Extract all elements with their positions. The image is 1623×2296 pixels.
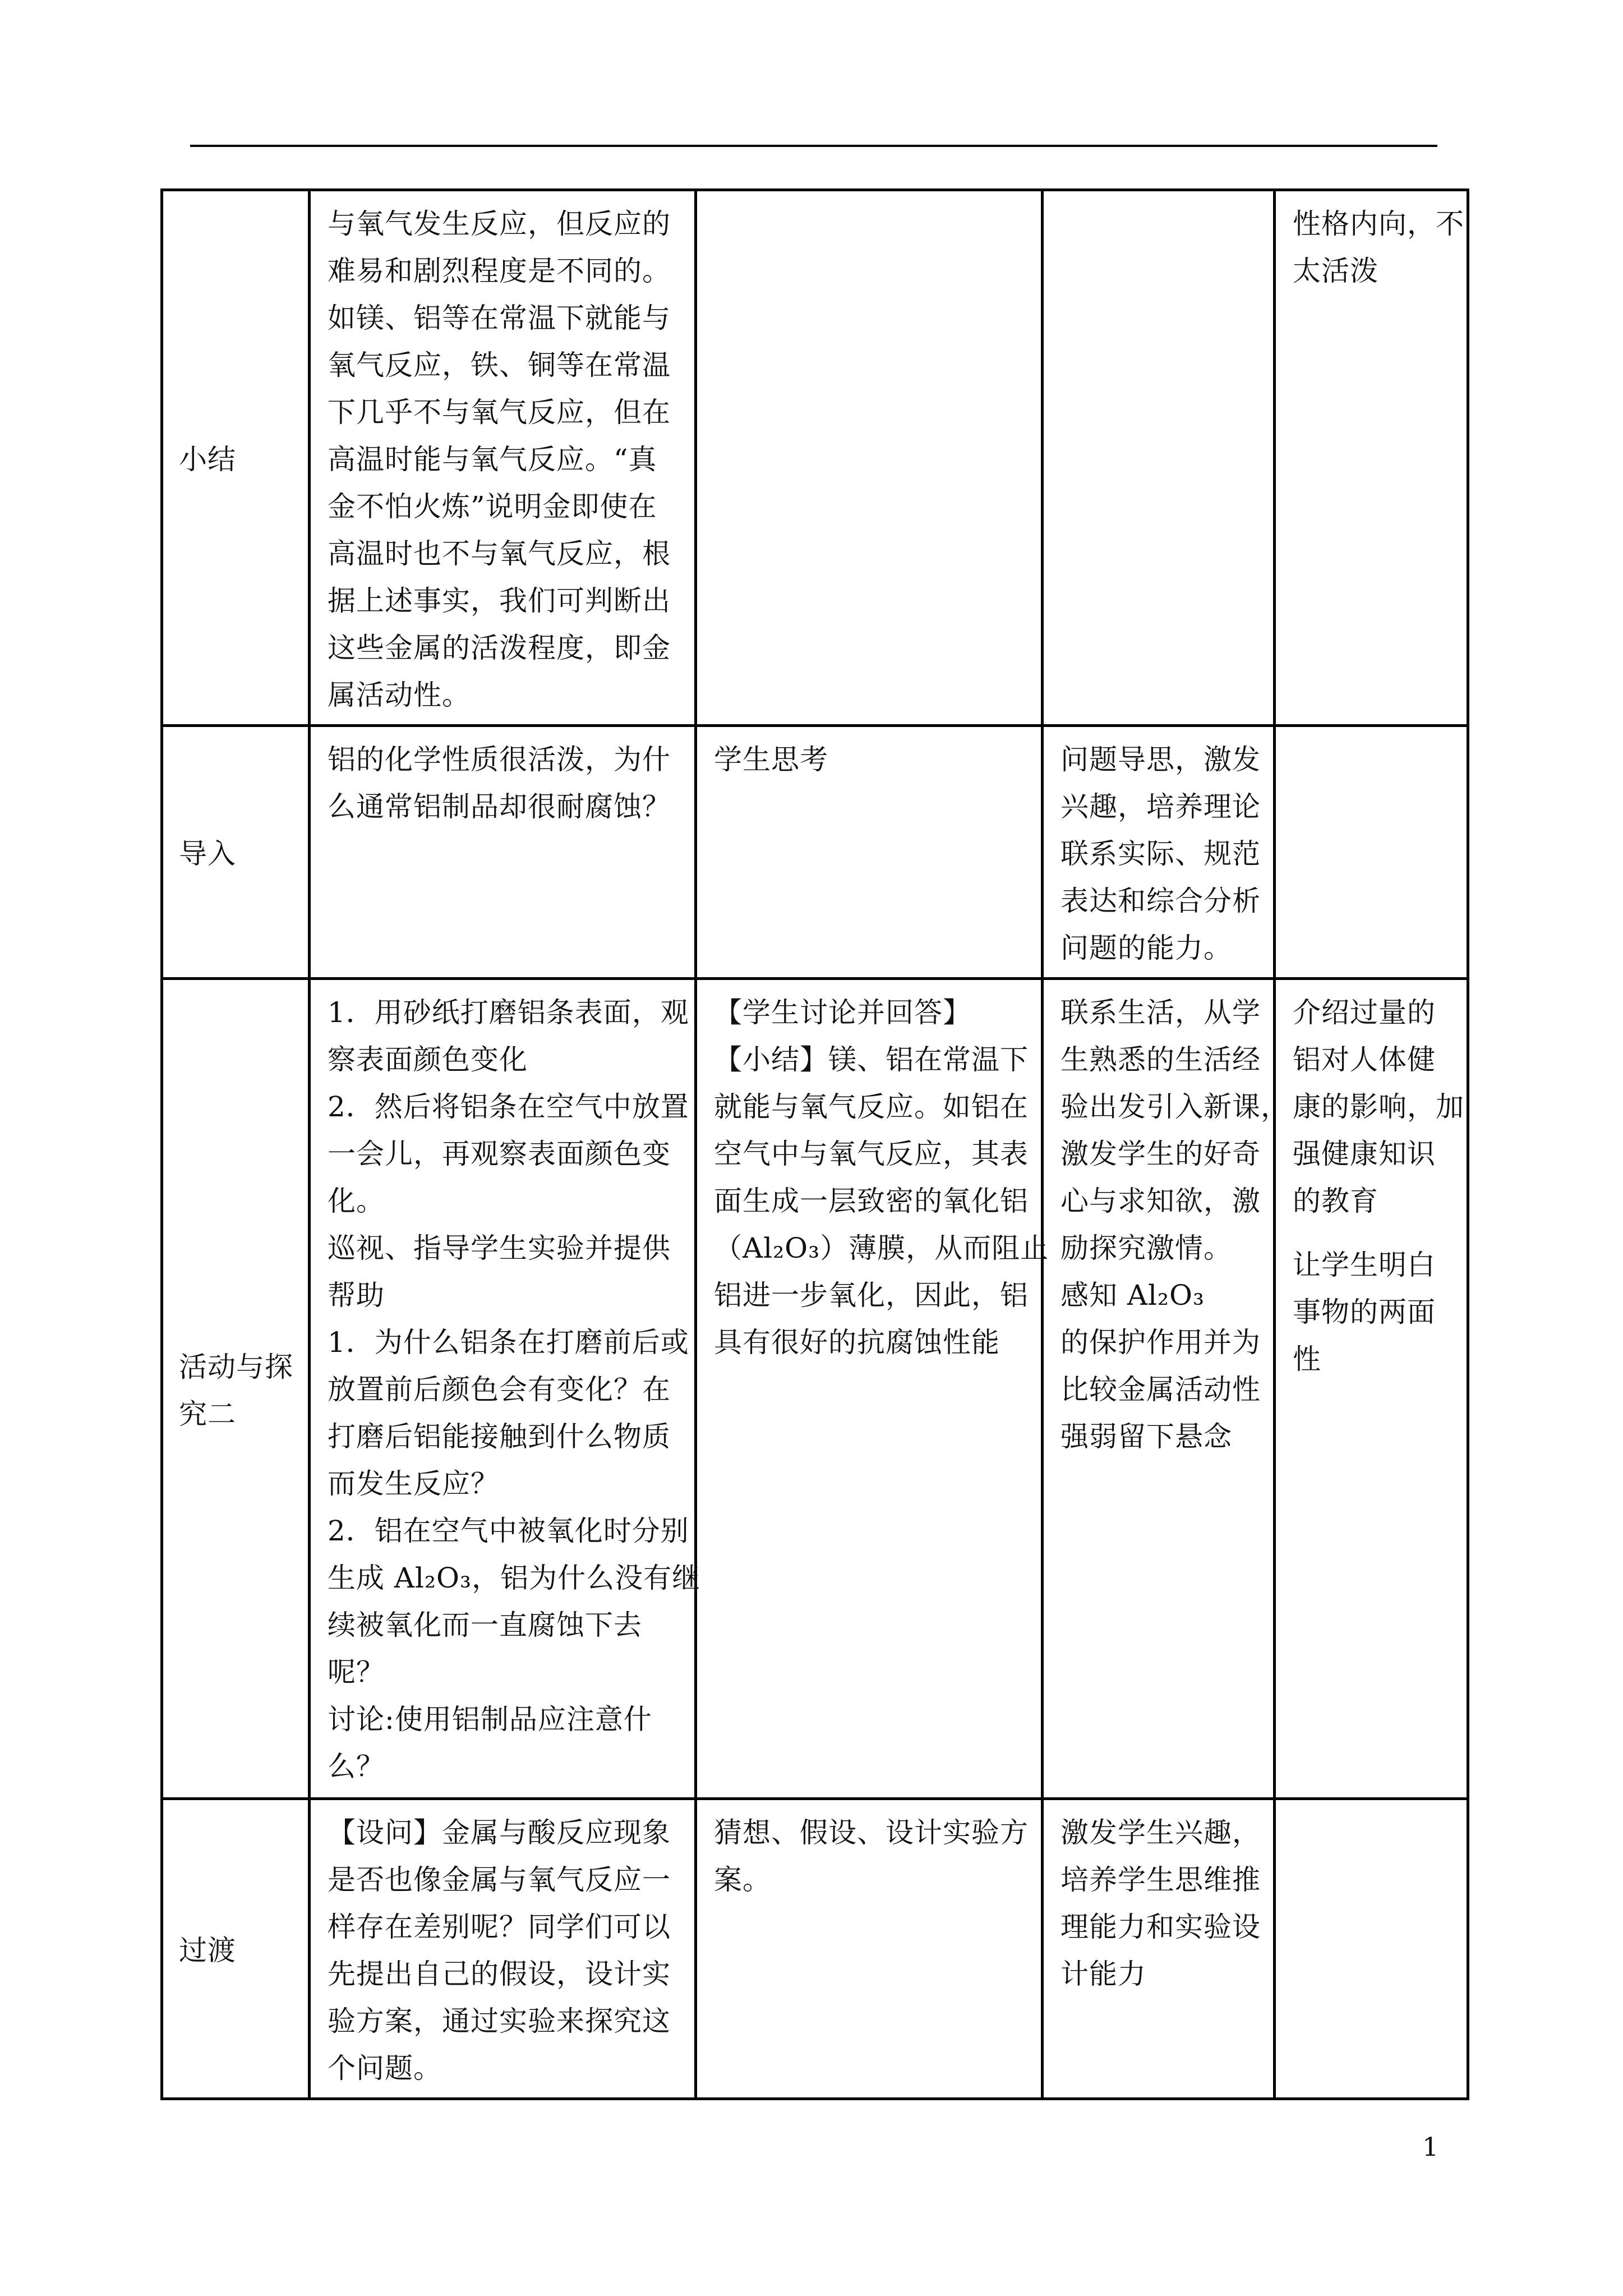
- text-line: 联系实际、规范: [1061, 838, 1261, 870]
- spacer: [1293, 1225, 1454, 1241]
- text-line: 一会儿，再观察表面颜色变: [328, 1138, 671, 1170]
- text-line: 生成 Al₂O₃，铝为什么没有继: [328, 1562, 701, 1594]
- text-line: 高温时也不与氧气反应，根: [328, 537, 671, 570]
- note-cell: [1275, 979, 1468, 1799]
- text-line: 的保护作用并为: [1061, 1326, 1261, 1359]
- text-line: 太活泼: [1293, 255, 1378, 287]
- text-line: 氧气反应，铁、铜等在常温: [328, 349, 671, 381]
- stage-cell: [162, 1799, 310, 2099]
- student-activity-cell: [696, 190, 1043, 726]
- text-line: 【设问】金属与酸反应现象: [328, 1816, 671, 1849]
- student-activity-cell: [696, 1799, 1043, 2099]
- text-line: 续被氧化而一直腐蚀下去: [328, 1609, 642, 1641]
- stage-label: 小结: [179, 443, 236, 476]
- text-line: 理能力和实验设: [1061, 1911, 1261, 1943]
- text-line: 性格内向，不: [1293, 208, 1464, 240]
- lesson-plan-table: [160, 188, 1469, 2100]
- teacher-activity-cell: [310, 979, 701, 1799]
- text-line: 具有很好的抗腐蚀性能: [714, 1326, 1000, 1359]
- text-line: 【学生讨论并回答】: [714, 996, 971, 1029]
- text-line: 铝的化学性质很活泼，为什: [328, 743, 671, 776]
- text-line: 问题导思，激发: [1061, 743, 1261, 776]
- text-line: 的教育: [1293, 1185, 1378, 1217]
- text-line: 励探究激情。: [1061, 1232, 1232, 1264]
- text-line: 强弱留下悬念: [1061, 1420, 1232, 1453]
- text-line: 下几乎不与氧气反应，但在: [328, 396, 671, 429]
- text-line: 猜想、假设、设计实验方: [714, 1816, 1029, 1849]
- text-line: 学生思考: [714, 743, 828, 776]
- stage-cell: [162, 726, 310, 979]
- text-line: 打磨后铝能接触到什么物质: [328, 1420, 671, 1453]
- student-activity-cell: [696, 979, 1049, 1799]
- text-line: 生熟悉的生活经: [1061, 1043, 1261, 1076]
- text-line: 讨论:使用铝制品应注意什: [328, 1703, 652, 1736]
- text-line: 察表面颜色变化: [328, 1043, 528, 1076]
- text-line: 1．为什么铝条在打磨前后或: [328, 1326, 689, 1359]
- note-cell: [1275, 1799, 1468, 2099]
- text-line: 【小结】镁、铝在常温下: [714, 1043, 1029, 1076]
- design-intent-cell: [1043, 1799, 1275, 2099]
- text-line: 激发学生兴趣，: [1061, 1816, 1261, 1849]
- text-line: 这些金属的活泼程度，即金: [328, 632, 671, 664]
- text-line: 金不怕火炼”说明金即使在: [328, 490, 657, 523]
- design-intent-cell: [1043, 979, 1289, 1799]
- text-line: 事物的两面: [1293, 1296, 1436, 1328]
- text-line: 巡视、指导学生实验并提供: [328, 1232, 671, 1264]
- stage-cell: [162, 979, 310, 1799]
- text-line: 验出发引入新课，: [1061, 1091, 1289, 1123]
- text-line: 兴趣，培养理论: [1061, 790, 1261, 823]
- student-activity-cell: [696, 726, 1043, 979]
- text-line: 培养学生思维推: [1061, 1864, 1261, 1896]
- stage-label: 过渡: [179, 1934, 236, 1967]
- text-line: 性: [1293, 1343, 1321, 1375]
- stage-label: 活动与探究二: [179, 1350, 293, 1430]
- text-line: 1．用砂纸打磨铝条表面，观: [328, 996, 689, 1029]
- text-line: 案。: [714, 1864, 771, 1896]
- text-line: 先提出自己的假设，设计实: [328, 1958, 671, 1990]
- text-line: 铝进一步氧化，因此，铝: [714, 1279, 1029, 1312]
- text-line: 帮助: [328, 1279, 385, 1312]
- page-number: 1: [1422, 2132, 1439, 2162]
- text-line: 放置前后颜色会有变化？在: [328, 1373, 671, 1406]
- teacher-activity-cell: [310, 190, 696, 726]
- stage-label: 导入: [179, 838, 236, 870]
- text-line: 激发学生的好奇: [1061, 1138, 1261, 1170]
- text-line: 面生成一层致密的氧化铝: [714, 1185, 1029, 1217]
- table-row: [162, 1799, 1468, 2099]
- text-line: 样存在差别呢？同学们可以: [328, 1911, 671, 1943]
- text-line: 与氧气发生反应，但反应的: [328, 208, 671, 240]
- text-line: 化。: [328, 1185, 385, 1217]
- text-line: 感知 Al₂O₃: [1061, 1279, 1205, 1312]
- text-line: 如镁、铝等在常温下就能与: [328, 302, 671, 334]
- text-line: 计能力: [1061, 1958, 1146, 1990]
- text-line: 么？: [328, 1750, 385, 1783]
- text-line: 比较金属活动性: [1061, 1373, 1261, 1406]
- table-row: [162, 190, 1468, 726]
- text-line: 空气中与氧气反应，其表: [714, 1138, 1029, 1170]
- header-rule: [190, 145, 1437, 147]
- text-line: 让学生明白: [1293, 1249, 1436, 1281]
- text-line: （Al₂O₃）薄膜，从而阻止: [714, 1232, 1049, 1264]
- text-line: 2．然后将铝条在空气中放置: [328, 1091, 689, 1123]
- text-line: 铝对人体健: [1293, 1043, 1436, 1076]
- design-intent-cell: [1043, 190, 1275, 726]
- text-line: 就能与氧气反应。如铝在: [714, 1091, 1029, 1123]
- text-line: 介绍过量的: [1293, 996, 1436, 1029]
- text-line: 康的影响，加: [1293, 1091, 1464, 1123]
- text-line: 联系生活，从学: [1061, 996, 1261, 1029]
- note-cell: [1275, 726, 1468, 979]
- design-intent-cell: [1043, 726, 1275, 979]
- note-cell: [1275, 190, 1468, 726]
- text-line: 呢？: [328, 1656, 385, 1688]
- text-line: 表达和综合分析: [1061, 885, 1261, 917]
- table-row: [162, 726, 1468, 979]
- teacher-activity-cell: [310, 726, 696, 979]
- table-row: [162, 979, 1468, 1799]
- text-line: 验方案，通过实验来探究这: [328, 2005, 671, 2037]
- text-line: 是否也像金属与氧气反应一: [328, 1864, 671, 1896]
- stage-cell: [162, 190, 310, 726]
- teacher-activity-cell: [310, 1799, 696, 2099]
- text-line: 2．铝在空气中被氧化时分别: [328, 1515, 689, 1547]
- text-line: 而发生反应？: [328, 1467, 499, 1500]
- text-line: 据上述事实，我们可判断出: [328, 585, 671, 617]
- text-line: 问题的能力。: [1061, 932, 1232, 964]
- text-line: 难易和剧烈程度是不同的。: [328, 255, 671, 287]
- text-line: 高温时能与氧气反应。“真: [328, 443, 657, 476]
- text-line: 心与求知欲，激: [1061, 1185, 1261, 1217]
- text-line: 强健康知识: [1293, 1138, 1436, 1170]
- text-line: 个问题。: [328, 2052, 442, 2085]
- text-line: 么通常铝制品却很耐腐蚀？: [328, 790, 671, 823]
- text-line: 属活动性。: [328, 679, 471, 711]
